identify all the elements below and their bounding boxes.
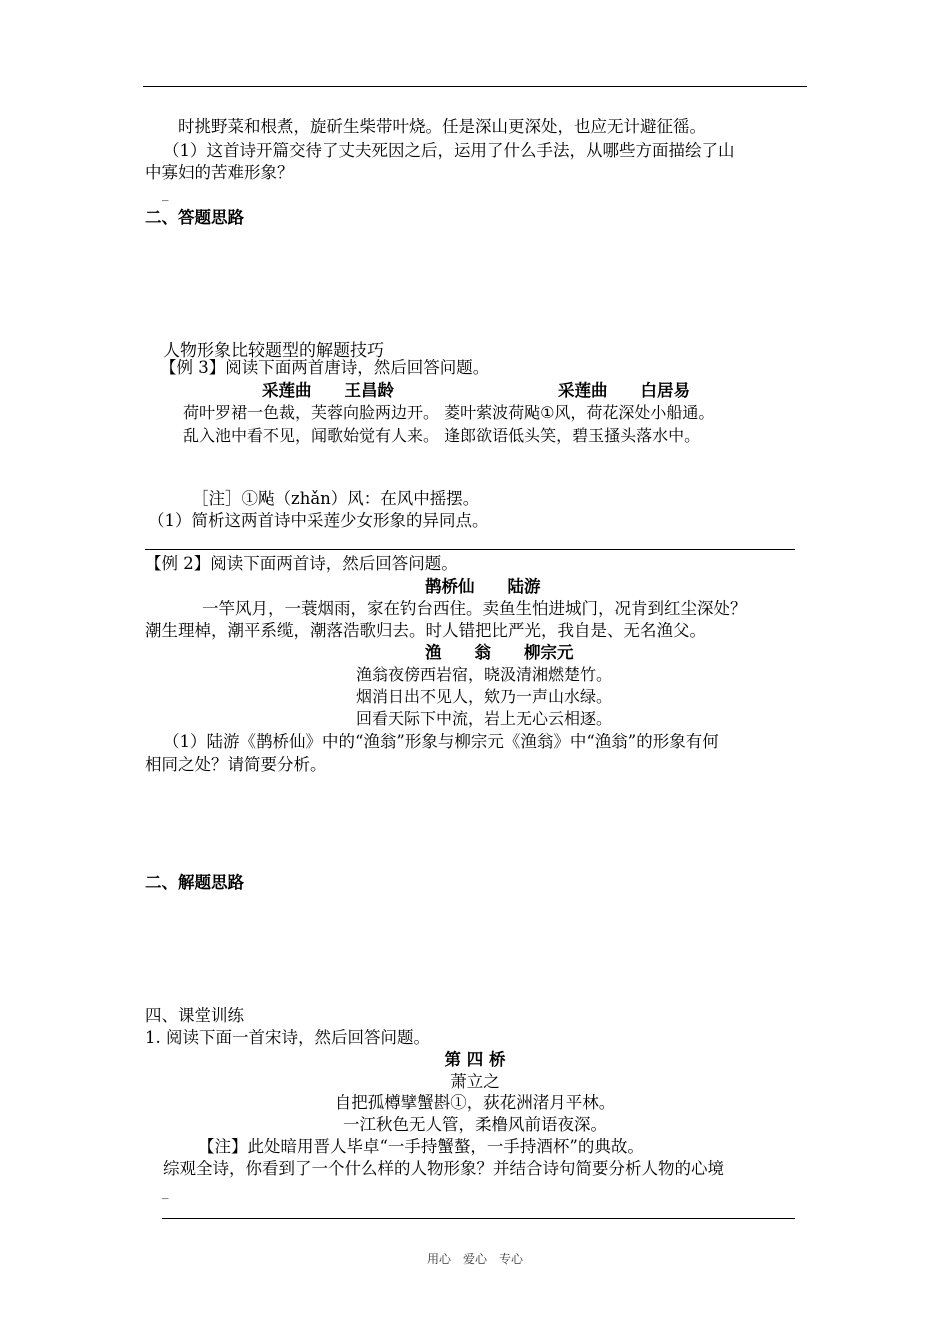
note: 【注】此处暗用晋人毕卓“一手持蟹螯，一手持酒杯”的典故。 bbox=[198, 1137, 644, 1156]
poem-title: 采莲曲 白居易 bbox=[558, 381, 690, 400]
poem-line: 一竿风月，一蓑烟雨，家在钓台西住。卖鱼生怕进城门，况肯到红尘深处？ bbox=[202, 599, 747, 618]
question-line: （1）这首诗开篇交待了丈夫死因之后，运用了什么手法，从哪些方面描绘了山 bbox=[163, 141, 735, 160]
poem-row: 乱入池中看不见，闻歌始觉有人来。 逢郎欲语低头笑，碧玉搔头落水中。 bbox=[183, 426, 701, 445]
poem-line: 渔翁夜傍西岩宿，晓汲清湘燃楚竹。 bbox=[356, 665, 613, 684]
poem-row: 荷叶罗裙一色裁，芙蓉向脸两边开。 菱叶萦波荷飐①风，荷花深处小船通。 bbox=[183, 403, 715, 422]
section-heading: 二、解题思路 bbox=[145, 873, 244, 892]
blank-mark: _ bbox=[162, 187, 169, 202]
poem-line: 潮生理棹，潮平系缆，潮落浩歌归去。时人错把比严光，我自是、无名渔父。 bbox=[145, 621, 706, 640]
poem-line: 时挑野菜和根煮，旋斫生柴带叶烧。任是深山更深处，也应无计避征徭。 bbox=[178, 117, 706, 136]
blank-mark: _ bbox=[162, 1185, 169, 1200]
section-heading: 二、答题思路 bbox=[145, 208, 244, 227]
example-label: 【例 2】阅读下面两首诗，然后回答问题。 bbox=[145, 554, 458, 573]
poem-author: 萧立之 bbox=[450, 1072, 500, 1091]
question-line: 相同之处？请简要分析。 bbox=[145, 755, 327, 774]
poem-title: 采莲曲 王昌龄 bbox=[262, 381, 394, 400]
question: （1）简析这两首诗中采莲少女形象的异同点。 bbox=[148, 511, 489, 530]
poem-line: 烟消日出不见人，欸乃一声山水绿。 bbox=[356, 687, 613, 706]
question: 综观全诗，你看到了一个什么样的人物形象？并结合诗句简要分析人物的心境 bbox=[163, 1159, 724, 1178]
section-title: 人物形象比较题型的解题技巧 bbox=[163, 341, 384, 361]
note: ［注］①飐（zhǎn）风：在风中摇摆。 bbox=[192, 489, 480, 508]
poem-line: 一江秋色无人管，柔橹风前语夜深。 bbox=[343, 1115, 607, 1134]
divider-rule bbox=[145, 549, 795, 550]
poem-line: 回看天际下中流，岩上无心云相逐。 bbox=[356, 709, 613, 728]
section-heading: 四、课堂训练 bbox=[145, 1006, 244, 1025]
header-rule bbox=[143, 86, 807, 87]
footer-rule bbox=[162, 1218, 795, 1219]
question-line: 中寡妇的苦难形象？ bbox=[145, 163, 294, 182]
item-label: 1. 阅读下面一首宋诗，然后回答问题。 bbox=[145, 1028, 430, 1047]
example-label: 【例 3】阅读下面两首唐诗，然后回答问题。 bbox=[160, 358, 490, 377]
question-line: （1）陆游《鹊桥仙》中的“渔翁”形象与柳宗元《渔翁》中“渔翁”的形象有何 bbox=[163, 732, 719, 751]
poem-title: 渔 翁 柳宗元 bbox=[425, 643, 574, 662]
poem-title: 鹊桥仙 陆游 bbox=[425, 577, 541, 596]
page-footer: 用心 爱心 专心 bbox=[426, 1252, 523, 1266]
poem-title: 第 四 桥 bbox=[444, 1050, 506, 1069]
poem-line: 自把孤樽擘蟹斟①，荻花洲渚月平林。 bbox=[334, 1093, 616, 1112]
